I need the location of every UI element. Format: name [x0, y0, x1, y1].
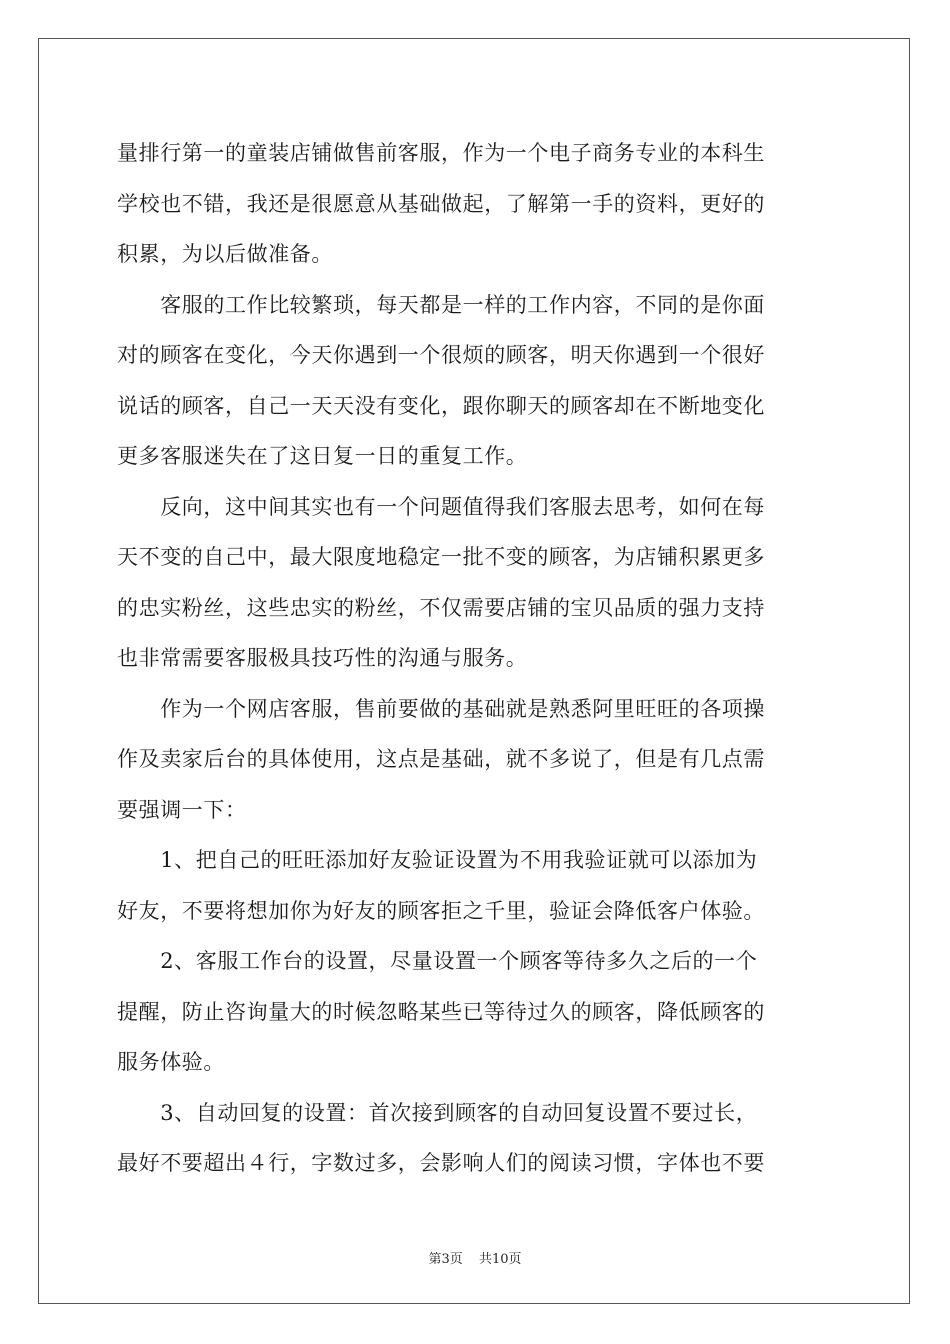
text-line: 也非常需要客服极具技巧性的沟通与服务。	[117, 646, 528, 670]
text-line: 好友，不要将想加你为好友的顾客拒之千里，验证会降低客户体验。	[117, 898, 765, 923]
text-line: 的忠实粉丝，这些忠实的粉丝，不仅需要店铺的宝贝品质的强力支持	[117, 595, 765, 620]
page-total: 共10页	[478, 1252, 522, 1267]
text-line: 对的顾客在变化，今天你遇到一个很烦的顾客，明天你遇到一个很好	[117, 343, 765, 367]
text-line: 作为一个网店客服，售前要做的基础就是熟悉阿里旺旺的各项操	[117, 696, 765, 721]
text-line: 服务体验。	[117, 1050, 225, 1074]
document-body	[117, 128, 837, 1189]
text-line: 作及卖家后台的具体使用，这点是基础，就不多说了，但是有几点需	[117, 747, 765, 771]
text-line: 提醒，防止咨询量大的时候忽略某些已等待过久的顾客，降低顾客的	[117, 999, 765, 1024]
text-line: 说话的顾客，自己一天天没有变化，跟你聊天的顾客却在不断地变化	[117, 393, 765, 418]
text-line: 最好不要超出４行，字数过多，会影响人们的阅读习惯，字体也不要	[117, 1151, 765, 1175]
text-line: 客服的工作比较繁琐，每天都是一样的工作内容，不同的是你面	[117, 292, 765, 317]
text-line: 反向，这中间其实也有一个问题值得我们客服去思考，如何在每	[117, 494, 765, 519]
page-footer	[0, 1248, 950, 1267]
text-line: 3、自动回复的设置：首次接到顾客的自动回复设置不要过长，	[117, 1100, 758, 1125]
text-line: 天不变的自己中，最大限度地稳定一批不变的顾客，为店铺积累更多	[117, 545, 765, 569]
text-line: 积累，为以后做准备。	[117, 242, 333, 266]
text-line: 学校也不错，我还是很愿意从基础做起，了解第一手的资料，更好的	[117, 191, 765, 216]
text-line: 2、客服工作台的设置，尽量设置一个顾客等待多久之后的一个	[117, 949, 758, 973]
text-line: 量排行第一的童装店铺做售前客服，作为一个电子商务专业的本科生	[117, 141, 765, 165]
text-line: 更多客服迷失在了这日复一日的重复工作。	[117, 444, 528, 468]
page-number: 第3页	[428, 1252, 463, 1267]
text-line: 要强调一下：	[117, 797, 247, 822]
text-line: 1、把自己的旺旺添加好友验证设置为不用我验证就可以添加为	[117, 848, 758, 872]
